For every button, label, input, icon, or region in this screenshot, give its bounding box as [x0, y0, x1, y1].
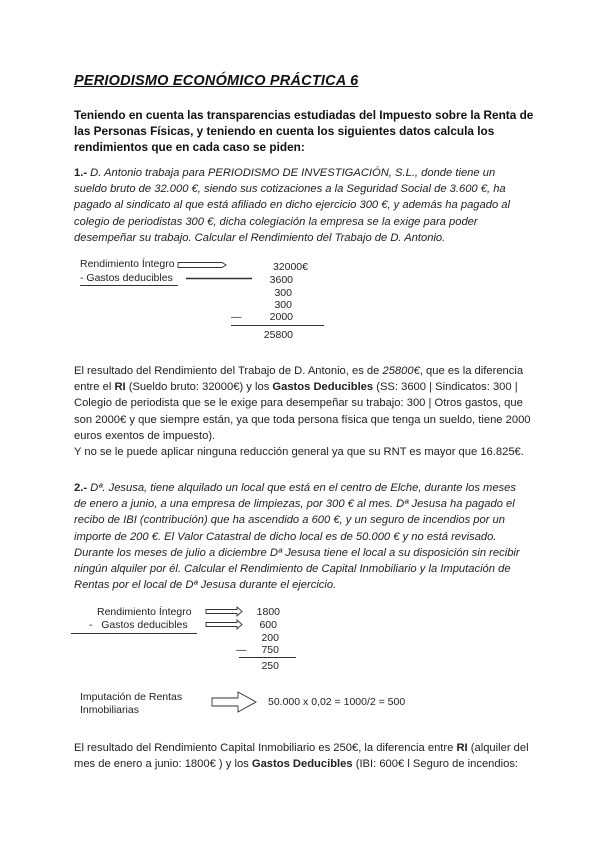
exercise-2-statement	[74, 480, 530, 593]
imputacion-label-line2: Inmobiliarias	[80, 704, 139, 716]
calc1-value-1: 32000€	[272, 261, 308, 273]
calc1-label-gastos: - Gastos deducibles	[80, 272, 173, 284]
result1-amount: 25800€	[382, 365, 420, 377]
calc1-value-5: 2000	[269, 311, 293, 323]
calc2-minus: —	[236, 644, 247, 656]
calc2-total: 250	[261, 660, 279, 672]
result1-gastos-deducibles: Gastos Deducibles	[272, 381, 374, 394]
exercise-1-result	[74, 363, 532, 460]
calc1-value-4: 300	[274, 299, 292, 311]
exercise-1-statement	[74, 165, 530, 246]
page-title: PERIODISMO ECONÓMICO PRÁCTICA 6	[74, 73, 359, 89]
exercise-2-text: Dª. Jesusa, tiene alquilado un local que está en el centro de Elche, durante los meses de enero a junio, a una empresa de limpiezas, por 300 € al mes. Dª Jesusa ha pagado el recibo de IBI (contribución) que ha ascendido a 600 €, y un seguro de incendios por un importe de 200 €. El Valor Catastral de dicho local es de 50.000 € y no está revisado. Durante los meses de julio a diciembre Dª Jesusa tiene el local a su disposición sin recibir ningún alquiler por él. Calcular el Rendimiento de Capital Inmobiliario y la Imputación de Rentas por el local de Dª Jesusa durante el ejercicio.	[74, 482, 520, 592]
calc1-total: 25800	[263, 329, 293, 341]
calc1-label-rendimiento: Rendimiento Íntegro	[80, 258, 175, 270]
result2-part3: (IBI: 600€ l Seguro de incendios:	[352, 758, 519, 771]
result2-gastos-deducibles: Gastos Deducibles	[251, 758, 353, 771]
exercise-1-text: D. Antonio trabaja para PERIODISMO DE INVESTIGACIÓN, S.L., donde tiene un sueldo bruto de 32.000 €, siendo sus cotizaciones a la Seguridad Social de 3.600 €, ha pagado al sindicato al que está afiliado en dicho ejercicio 300 €, y además ha pagado al colegio de periodistas 300 €, dicha colegiación la empresa se la exige para poder desempeñar su trabajo. Calcular el Rendimiento del Trabajo de D. Antonio.	[74, 167, 510, 244]
result1-part3: (Sueldo bruto: 32000€) y los	[125, 381, 273, 394]
calc2-arrow-2	[206, 620, 242, 629]
exercise-2-number: 2.-	[74, 482, 88, 494]
calc2-value-3: 200	[261, 632, 279, 644]
calc1-arrow-1	[178, 263, 226, 268]
result2-part2: (alquiler del mes de enero a junio: 1800€ ) y los	[74, 742, 529, 771]
calc1-total-line	[231, 325, 324, 326]
exercise-2-result	[74, 740, 532, 772]
result1-part2: , que es la diferencia entre el	[74, 365, 524, 394]
result1-part4: (SS: 3600 | Sindicatos: 300 | Colegio de periodista que se le exige para desempeñar su trabajo: 300 | Otros gastos, que son 2000€ y que siempre están, ya que toda persona física que tenga un sueldo, tiene 2000 euros exentos de impuesto).	[74, 381, 531, 442]
intro-paragraph: Teniendo en cuenta las transparencias estudiadas del Impuesto sobre la Renta de las Personas Físicas, y teniendo en cuenta los siguientes datos calcula los rendimientos que en cada caso se piden:	[74, 108, 534, 154]
imputacion-label-line1: Imputación de Rentas	[80, 691, 183, 703]
result1-part1: El resultado del Rendimiento del Trabajo de D. Antonio, es de	[74, 365, 383, 377]
result1-part5: Y no se le puede aplicar ninguna reducción general ya que su RNT es mayor que 16.825€.	[74, 446, 524, 459]
calc1-value-3: 300	[274, 287, 292, 299]
result2-ri: RI	[456, 742, 468, 754]
imputacion-formula: 50.000 x 0,02 = 1000/2 = 500	[268, 696, 406, 708]
calc2-label-gastos: - Gastos deducibles	[89, 619, 188, 631]
calc2-label-underline	[71, 633, 197, 634]
imputacion-arrow	[212, 692, 256, 712]
calc2-value-4: 750	[261, 644, 279, 656]
calc2-total-line	[239, 657, 296, 658]
exercise-1-number: 1.-	[74, 167, 88, 179]
result1-ri: RI	[114, 381, 126, 394]
calc1-label-underline	[80, 285, 178, 286]
calc1-value-2: 3600	[269, 274, 293, 286]
calc1-minus: —	[231, 311, 242, 323]
calc2-value-1: 1800	[256, 606, 280, 618]
calc2-label-rendimiento: Rendimiento Íntegro	[97, 606, 192, 618]
calc2-arrow-1	[206, 607, 242, 616]
calc2-value-2: 600	[259, 619, 277, 631]
result2-part1: El resultado del Rendimiento Capital Inmobiliario es 250€, la diferencia entre	[74, 742, 457, 754]
